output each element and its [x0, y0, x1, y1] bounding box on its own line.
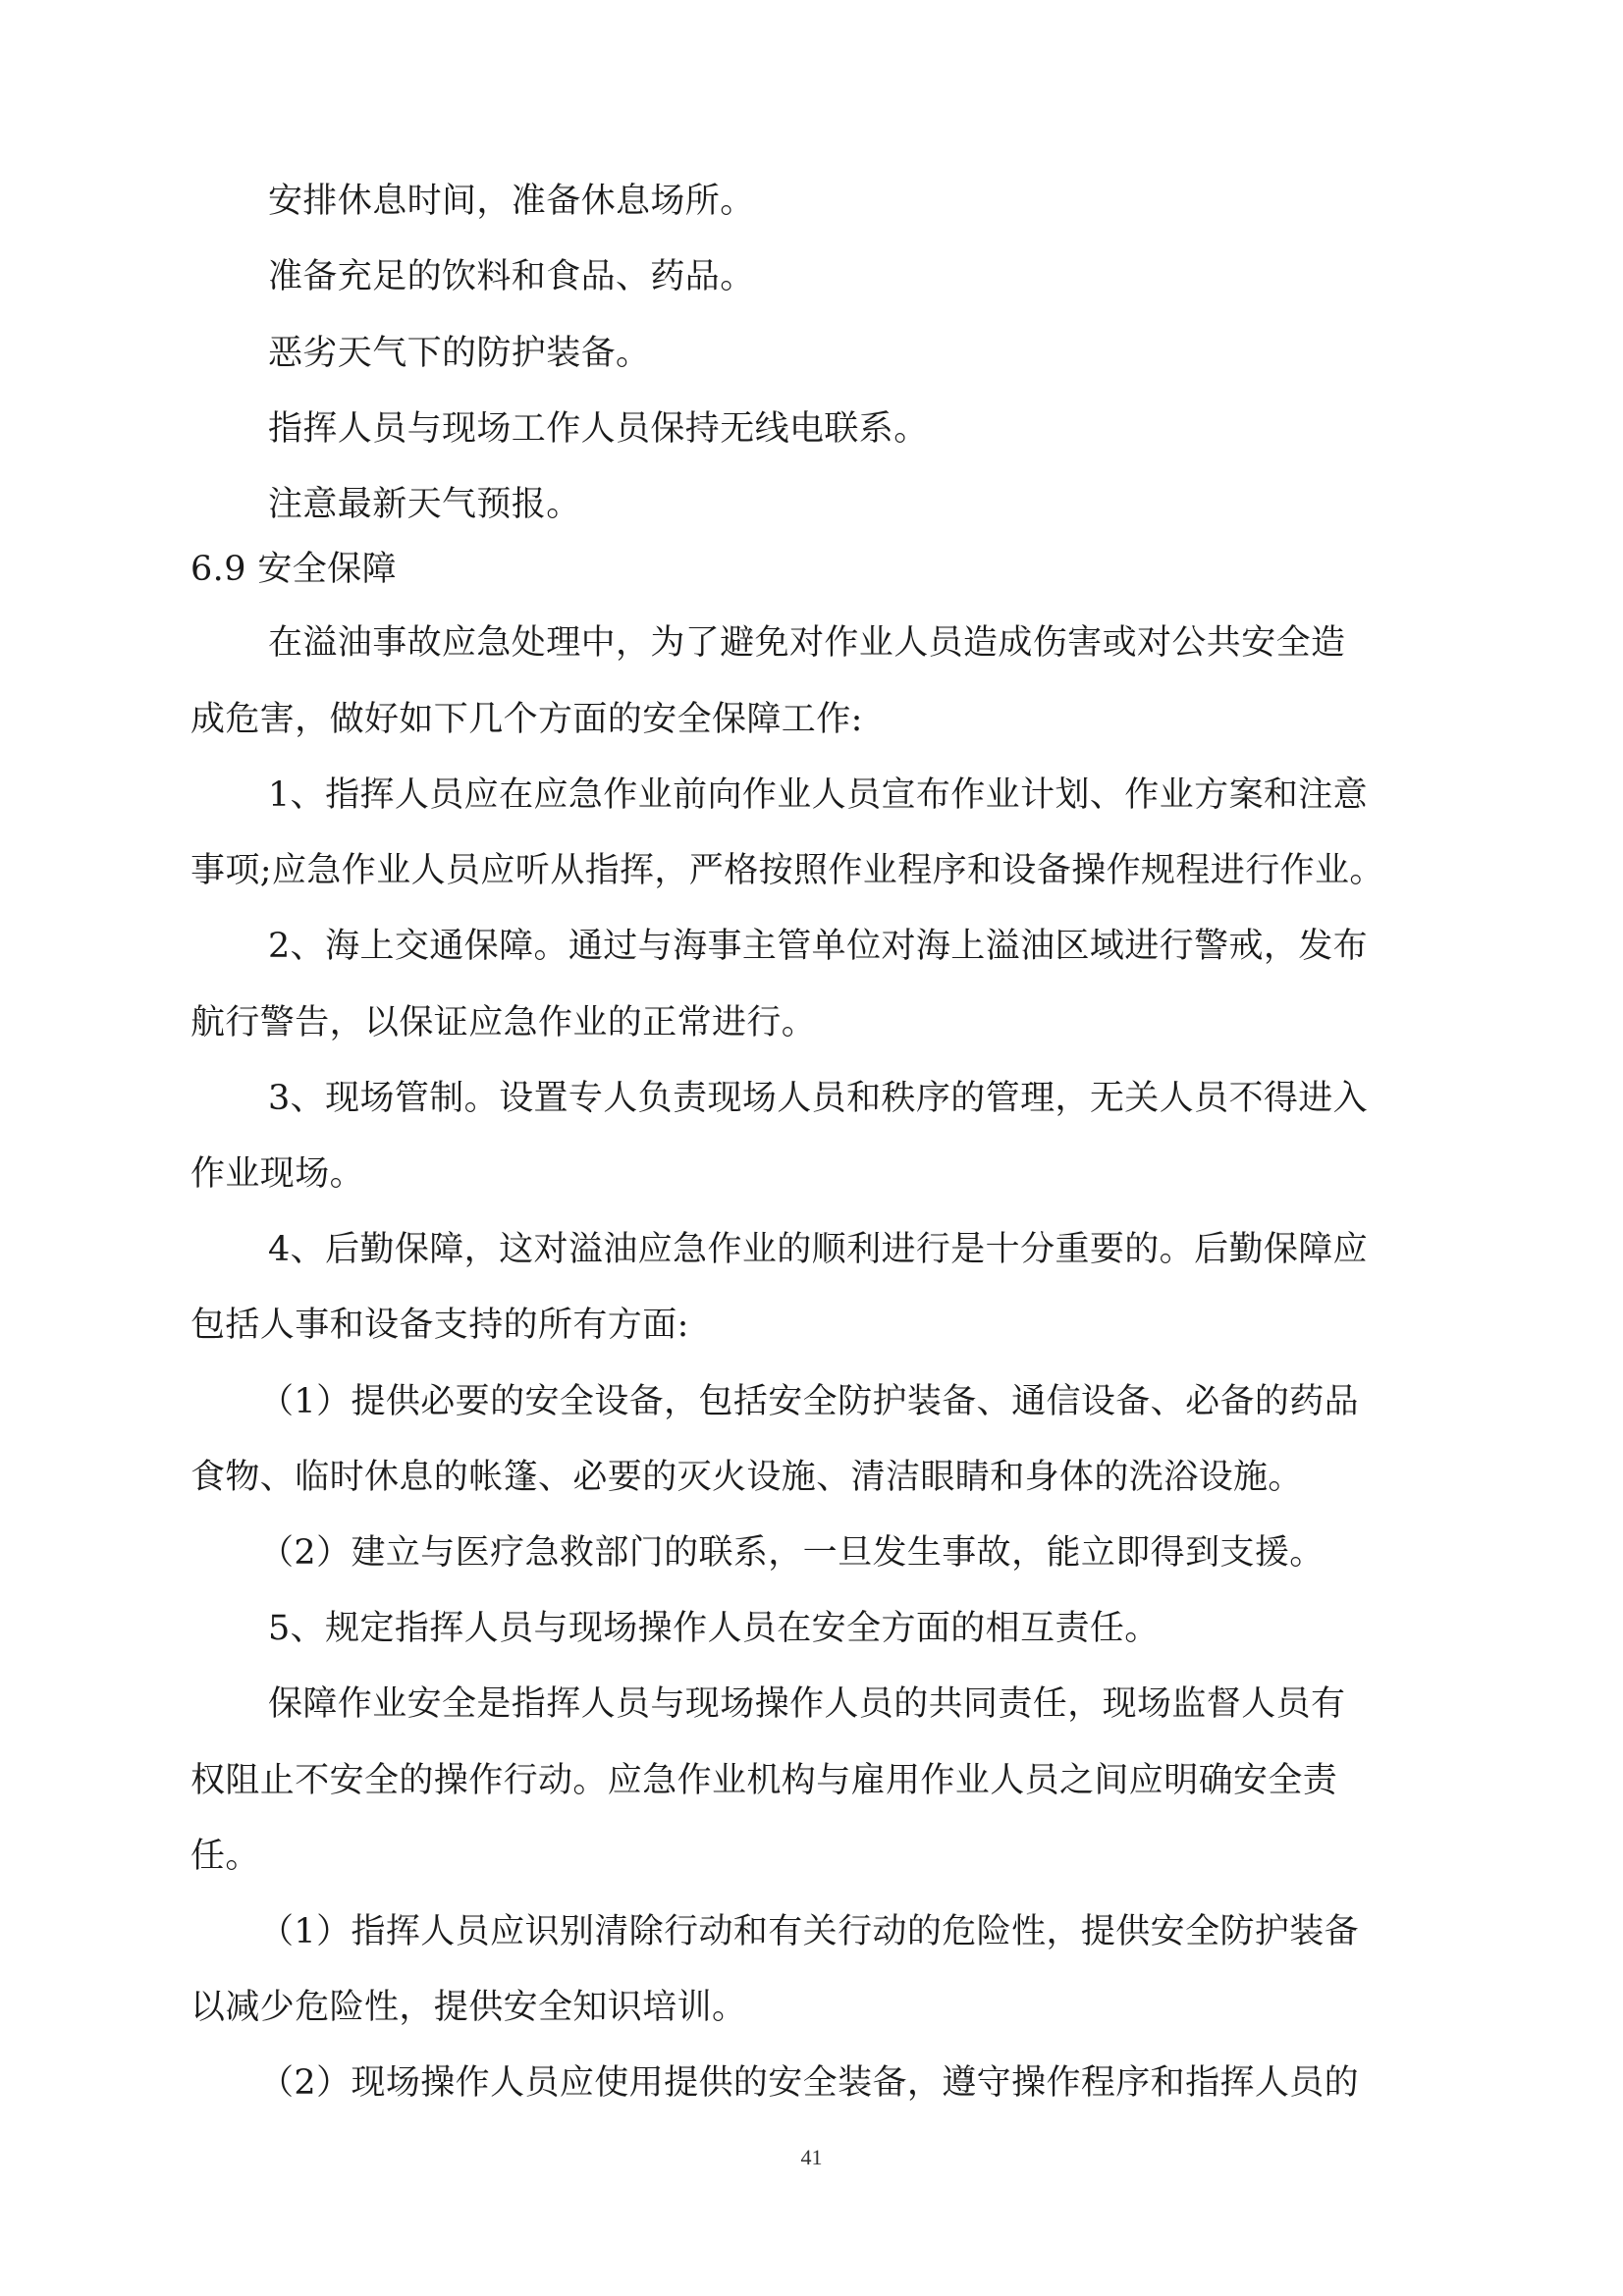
paragraph-line: 1、指挥人员应在应急作业前向作业人员宣布作业计划、作业方案和注意 — [268, 775, 1369, 815]
paragraph-line: 作业现场。 — [190, 1154, 365, 1194]
paragraph-line: （2）现场操作人员应使用提供的安全装备，遵守操作程序和指挥人员的 — [259, 2063, 1360, 2103]
paragraph-line: （1）指挥人员应识别清除行动和有关行动的危险性，提供安全防护装备 — [259, 1912, 1360, 1951]
paragraph-line: 4、后勤保障，这对溢油应急作业的顺利进行是十分重要的。后勤保障应 — [268, 1230, 1369, 1269]
page-number: 41 — [800, 2145, 823, 2169]
paragraph-line: （1）提供必要的安全设备，包括安全防护装备、通信设备、必备的药品 — [259, 1382, 1360, 1421]
paragraph-line: 事项;应急作业人员应听从指挥，严格按照作业程序和设备操作规程进行作业。 — [190, 851, 1384, 890]
paragraph-line: 保障作业安全是指挥人员与现场操作人员的共同责任，现场监督人员有 — [268, 1684, 1346, 1724]
text-line: 注意最新天气预报。 — [268, 485, 581, 524]
paragraph-line: 食物、临时休息的帐篷、必要的灭火设施、清洁眼睛和身体的洗浴设施。 — [190, 1458, 1303, 1497]
paragraph-line: 以减少危险性，提供安全知识培训。 — [190, 1988, 747, 2027]
text-line: 安排休息时间，准备休息场所。 — [268, 182, 755, 221]
paragraph-line: 2、海上交通保障。通过与海事主管单位对海上溢油区域进行警戒，发布 — [268, 927, 1369, 966]
paragraph-line: 权阻止不安全的操作行动。应急作业机构与雇用作业人员之间应明确安全责 — [190, 1761, 1338, 1800]
text-line: 指挥人员与现场工作人员保持无线电联系。 — [268, 409, 929, 449]
paragraph-line: 3、现场管制。设置专人负责现场人员和秩序的管理，无关人员不得进入 — [268, 1079, 1369, 1118]
paragraph-line: 任。 — [190, 1837, 260, 1876]
text-line: 恶劣天气下的防护装备。 — [268, 334, 651, 373]
section-heading: 6.9 安全保障 — [190, 550, 397, 589]
paragraph-line: 5、规定指挥人员与现场操作人员在安全方面的相互责任。 — [268, 1609, 1160, 1648]
paragraph-line: 航行警告，以保证应急作业的正常进行。 — [190, 1003, 817, 1042]
paragraph-line: 成危害，做好如下几个方面的安全保障工作: — [190, 700, 863, 739]
text-line: 准备充足的饮料和食品、药品。 — [268, 257, 755, 296]
paragraph-line: 在溢油事故应急处理中，为了避免对作业人员造成伤害或对公共安全造 — [268, 623, 1346, 663]
paragraph-line: 包括人事和设备支持的所有方面: — [190, 1306, 689, 1345]
paragraph-line: （2）建立与医疗急救部门的联系，一旦发生事故，能立即得到支援。 — [259, 1533, 1325, 1573]
